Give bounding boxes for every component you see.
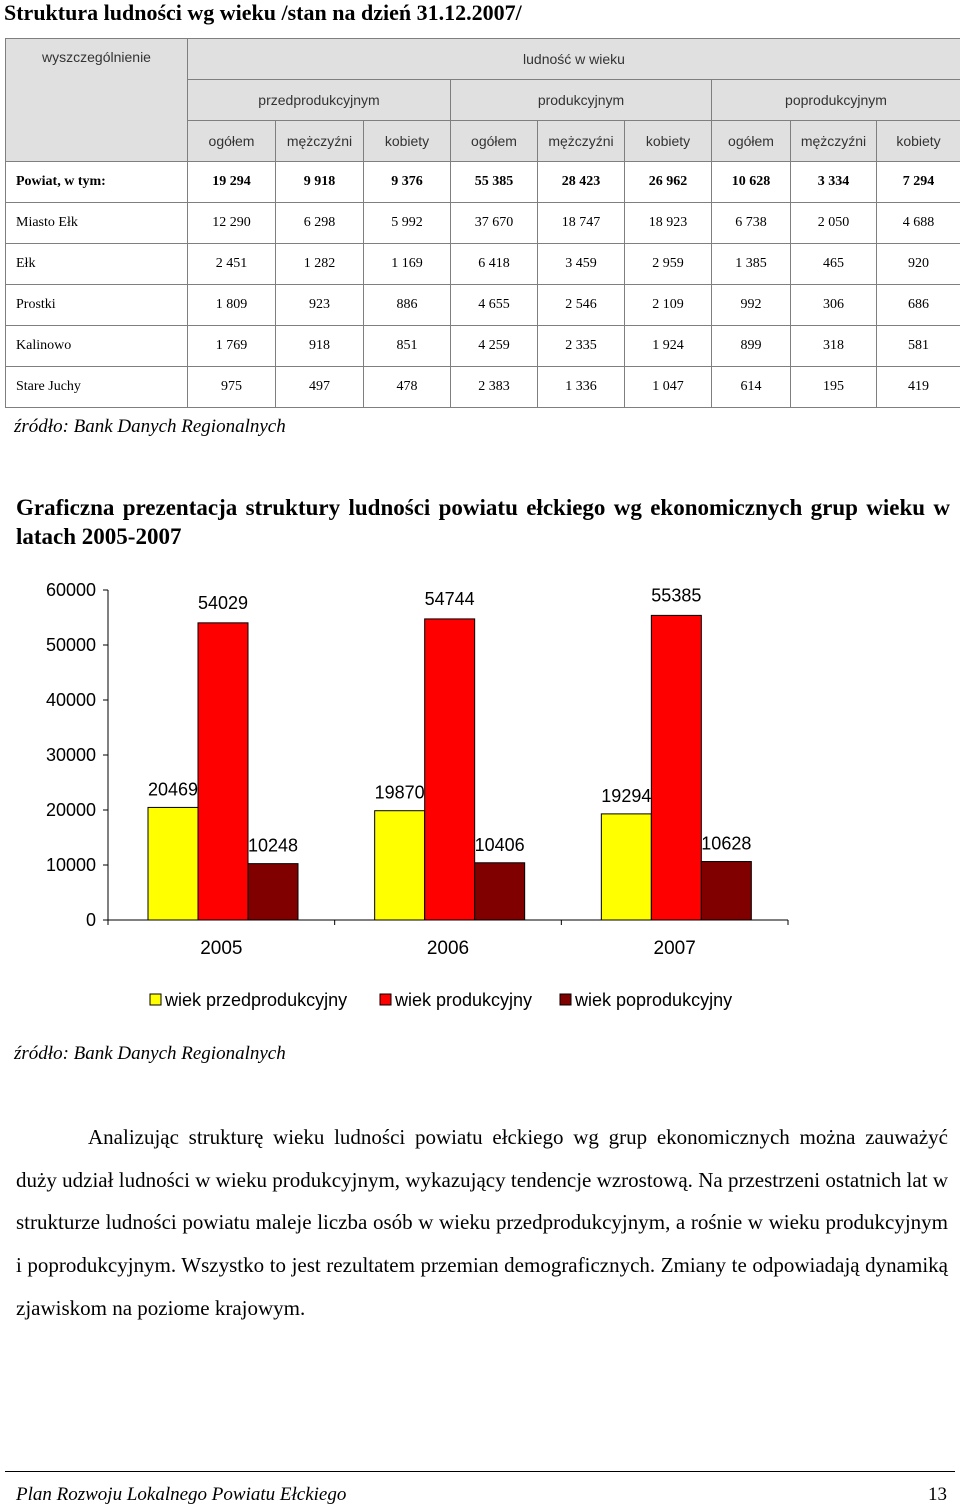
population-bar-chart bbox=[0, 570, 960, 1020]
table-cell: 5 992 bbox=[364, 203, 451, 244]
age-group-header: poprodukcyjnym bbox=[712, 80, 960, 121]
table-cell: 1 924 bbox=[625, 326, 712, 367]
chart-heading: Graficzna prezentacja struktury ludności powiatu ełckiego wg ekonomicznych grup wieku w latach 2005-2007 bbox=[16, 495, 950, 549]
y-tick-label: 30000 bbox=[45, 745, 96, 765]
table-cell: 55 385 bbox=[451, 162, 538, 203]
source-note: źródło: Bank Danych Regionalnych bbox=[14, 416, 286, 437]
table-cell: 28 423 bbox=[538, 162, 625, 203]
x-tick-label: 2007 bbox=[653, 938, 696, 959]
row-label: Powiat, w tym: bbox=[6, 162, 188, 203]
table-cell: 9 918 bbox=[276, 162, 364, 203]
table-cell: 1 047 bbox=[625, 367, 712, 408]
legend-label: wiek przedprodukcyjny bbox=[165, 990, 348, 1010]
table-cell: 419 bbox=[877, 367, 960, 408]
sub-header: mężczyźni bbox=[791, 121, 877, 162]
y-tick-label: 0 bbox=[85, 910, 96, 930]
table-cell: 318 bbox=[791, 326, 877, 367]
table-cell: 7 294 bbox=[877, 162, 960, 203]
legend-label: wiek poprodukcyjny bbox=[575, 990, 733, 1010]
table-cell: 918 bbox=[276, 326, 364, 367]
table-cell: 2 959 bbox=[625, 244, 712, 285]
table-cell: 6 298 bbox=[276, 203, 364, 244]
y-tick-label: 40000 bbox=[45, 690, 96, 710]
data-label: 10628 bbox=[701, 833, 752, 854]
source-note: źródło: Bank Danych Regionalnych bbox=[14, 1043, 286, 1064]
table-cell: 26 962 bbox=[625, 162, 712, 203]
table-cell: 851 bbox=[364, 326, 451, 367]
population-table bbox=[5, 38, 960, 408]
table-cell: 923 bbox=[276, 285, 364, 326]
group-header: ludność w wieku bbox=[188, 39, 960, 80]
row-label: Miasto Ełk bbox=[6, 203, 188, 244]
table-cell: 2 109 bbox=[625, 285, 712, 326]
table-row bbox=[6, 326, 960, 367]
table-cell: 10 628 bbox=[712, 162, 791, 203]
table-cell: 4 259 bbox=[451, 326, 538, 367]
table-cell: 2 050 bbox=[791, 203, 877, 244]
bar-wiek-poprodukcyjny bbox=[475, 863, 525, 920]
age-group-header: przedprodukcyjnym bbox=[188, 80, 451, 121]
data-label: 10248 bbox=[247, 835, 299, 856]
table-row bbox=[6, 367, 960, 408]
table-cell: 1 282 bbox=[276, 244, 364, 285]
data-label: 20469 bbox=[147, 779, 199, 800]
table-cell: 6 738 bbox=[712, 203, 791, 244]
bar-wiek-produkcyjny bbox=[198, 623, 248, 920]
table-row bbox=[6, 203, 960, 244]
y-tick-label: 20000 bbox=[45, 800, 96, 820]
legend-swatch bbox=[380, 994, 391, 1005]
table-cell: 6 418 bbox=[451, 244, 538, 285]
table-cell: 3 459 bbox=[538, 244, 625, 285]
table-header-row-1 bbox=[6, 39, 960, 80]
table-cell: 37 670 bbox=[451, 203, 538, 244]
y-tick-label: 60000 bbox=[45, 580, 96, 600]
bar-wiek-przedprodukcyjny bbox=[148, 807, 198, 920]
table-cell: 886 bbox=[364, 285, 451, 326]
sub-header: ogółem bbox=[451, 121, 538, 162]
row-label: Ełk bbox=[6, 244, 188, 285]
table-cell: 899 bbox=[712, 326, 791, 367]
sub-header: kobiety bbox=[364, 121, 451, 162]
table-cell: 195 bbox=[791, 367, 877, 408]
sub-header: ogółem bbox=[188, 121, 276, 162]
age-group-header: produkcyjnym bbox=[451, 80, 712, 121]
page-title: Struktura ludności wg wieku /stan na dzień 31.12.2007/ bbox=[4, 0, 522, 25]
legend-swatch bbox=[560, 994, 571, 1005]
table-cell: 19 294 bbox=[188, 162, 276, 203]
table-cell: 18 923 bbox=[625, 203, 712, 244]
data-label: 55385 bbox=[651, 585, 702, 606]
x-tick-label: 2005 bbox=[200, 938, 243, 959]
bar-wiek-poprodukcyjny bbox=[248, 864, 298, 920]
table-cell: 2 383 bbox=[451, 367, 538, 408]
bar-wiek-poprodukcyjny bbox=[701, 862, 751, 920]
table-row bbox=[6, 285, 960, 326]
sub-header: ogółem bbox=[712, 121, 791, 162]
y-tick-label: 50000 bbox=[45, 635, 96, 655]
bar-wiek-przedprodukcyjny bbox=[375, 811, 425, 920]
page-number: 13 bbox=[928, 1484, 947, 1505]
y-tick-label: 10000 bbox=[45, 855, 96, 875]
table-cell: 478 bbox=[364, 367, 451, 408]
table-cell: 2 335 bbox=[538, 326, 625, 367]
table-cell: 581 bbox=[877, 326, 960, 367]
legend-label: wiek produkcyjny bbox=[395, 990, 533, 1010]
table-cell: 18 747 bbox=[538, 203, 625, 244]
table-cell: 1 809 bbox=[188, 285, 276, 326]
table-cell: 2 546 bbox=[538, 285, 625, 326]
sub-header: mężczyźni bbox=[276, 121, 364, 162]
analysis-text: Analizując strukturę wieku ludności powiatu ełckiego wg grup ekonomicznych można zauważyć duży udział ludności w wieku produkcyjnym, wykazujący tendencje wzrostową. Na przestrzeni ostatnich lat w strukturze ludności powiatu maleje liczba osób w wieku przedprodukcyjnym, a rośnie w wieku produkcyjnym i poprodukcyjnym. Wszystko to jest rezultatem przemian demograficznych. Zmiany te odpowiadają dynamiką zjawiskom na poziome krajowym. bbox=[16, 1125, 948, 1320]
data-label: 19870 bbox=[374, 782, 425, 803]
legend-swatch bbox=[150, 994, 161, 1005]
table-cell: 975 bbox=[188, 367, 276, 408]
table-cell: 12 290 bbox=[188, 203, 276, 244]
table-cell: 686 bbox=[877, 285, 960, 326]
table-cell: 9 376 bbox=[364, 162, 451, 203]
table-row bbox=[6, 162, 960, 203]
table-cell: 1 336 bbox=[538, 367, 625, 408]
table-body bbox=[6, 162, 960, 408]
table-cell: 920 bbox=[877, 244, 960, 285]
bar-wiek-produkcyjny bbox=[425, 619, 475, 920]
table-cell: 1 169 bbox=[364, 244, 451, 285]
row-label: Prostki bbox=[6, 285, 188, 326]
table-cell: 3 334 bbox=[791, 162, 877, 203]
footer-divider bbox=[5, 1471, 955, 1472]
table-row bbox=[6, 244, 960, 285]
data-label: 54744 bbox=[424, 588, 475, 609]
data-label: 54029 bbox=[197, 592, 249, 613]
table-cell: 497 bbox=[276, 367, 364, 408]
header-label: wyszczególnienie bbox=[6, 39, 188, 162]
data-label: 10406 bbox=[474, 834, 525, 855]
row-label: Kalinowo bbox=[6, 326, 188, 367]
table-cell: 992 bbox=[712, 285, 791, 326]
table-cell: 465 bbox=[791, 244, 877, 285]
table-cell: 1 769 bbox=[188, 326, 276, 367]
footer-title: Plan Rozwoju Lokalnego Powiatu Ełckiego bbox=[16, 1484, 347, 1505]
table-cell: 614 bbox=[712, 367, 791, 408]
sub-header: kobiety bbox=[877, 121, 960, 162]
table-cell: 4 655 bbox=[451, 285, 538, 326]
analysis-paragraph bbox=[16, 1116, 948, 1330]
table-cell: 306 bbox=[791, 285, 877, 326]
table-cell: 4 688 bbox=[877, 203, 960, 244]
data-label: 19294 bbox=[601, 785, 652, 806]
row-label: Stare Juchy bbox=[6, 367, 188, 408]
table-cell: 1 385 bbox=[712, 244, 791, 285]
x-tick-label: 2006 bbox=[426, 938, 470, 959]
sub-header: kobiety bbox=[625, 121, 712, 162]
bar-wiek-produkcyjny bbox=[651, 615, 701, 920]
sub-header: mężczyźni bbox=[538, 121, 625, 162]
table-cell: 2 451 bbox=[188, 244, 276, 285]
bar-wiek-przedprodukcyjny bbox=[601, 814, 651, 920]
